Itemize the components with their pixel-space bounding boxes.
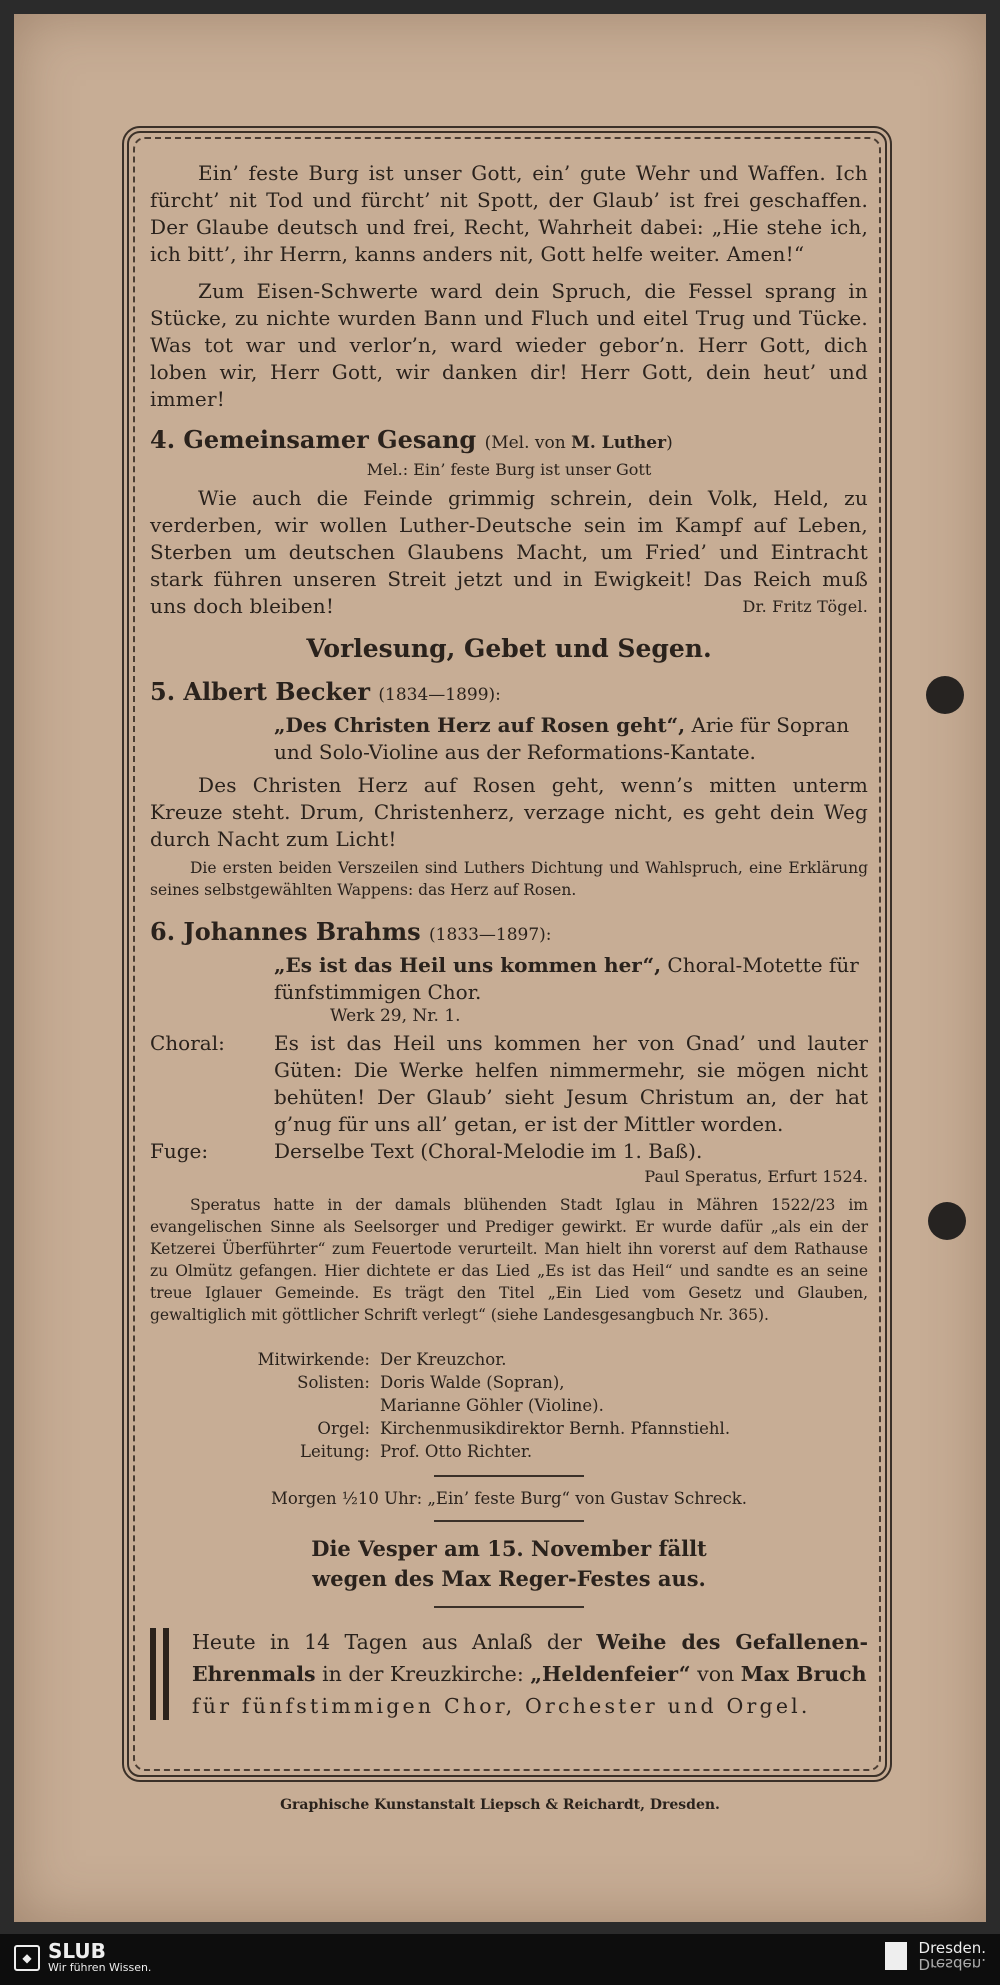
tomorrow-notice: Morgen ½10 Uhr: „Ein’ feste Burg“ von Gustav Schreck. xyxy=(271,1489,747,1508)
credit-row: Marianne Göhler (Violine). xyxy=(380,1396,604,1415)
punch-hole xyxy=(926,676,964,714)
slub-tagline: Wir führen Wissen. xyxy=(48,1961,152,1974)
item-6-author: Paul Speratus, Erfurt 1524. xyxy=(644,1167,868,1186)
fuge-row xyxy=(150,1138,868,1165)
hymn-verse-1: Ein’ feste Burg ist unser Gott, ein’ gute Wehr und Waffen. Ich fürcht’ nit Tod und fürcht’ nit Spott, der Glaub’ ist frei geschaffen. Der Glaube deutsch und frei, Recht, Wahrheit dabei: „Hie stehe ich, ich bitt’, ihr Herrn, kanns anders nit, Gott helfe weiter. Amen!“ xyxy=(150,161,868,266)
item-4-author: Dr. Fritz Tögel. xyxy=(742,597,868,616)
section-title: Vorlesung, Gebet und Segen. xyxy=(306,634,712,663)
composer-years: (1834—1899): xyxy=(378,685,501,705)
item-4-text: Wie auch die Feinde grimmig schrein, dein Volk, Held, zu verderben, wir wollen Luther-Deutsche sein im Kampf auf Leben, Sterben um deutschen Glaubens Macht, um Fried’ und Eintracht stark führen unseren Streit jetzt und in Ewigkeit! Das Reich muß uns doch bleiben! xyxy=(150,486,868,618)
choral-text: Es ist das Heil uns kommen her von Gnad’ und lauter Güten: Die Werke helfen nimmermehr, sie mögen nicht behüten! Der Glaub’ sieht Jesum Christum an, der hat g’nug für uns all’ getan, er ist der Mittler worden. xyxy=(274,1031,868,1136)
opus-number: Werk 29, Nr. 1. xyxy=(330,1006,461,1026)
dresden-label: Dresden. xyxy=(918,1939,986,1957)
slub-logo-icon: ◆ xyxy=(14,1945,40,1971)
printer-imprint: Graphische Kunstanstalt Liepsch & Reichardt, Dresden. xyxy=(280,1797,720,1813)
credit-row: Mitwirkende: Der Kreuzchor. xyxy=(257,1350,507,1369)
credit-row: Leitung: Prof. Otto Richter. xyxy=(299,1442,533,1461)
item-5-work: „Des Christen Herz auf Rosen geht“, Arie für Sopran und Solo-Violine aus der Reformations-Kantate. xyxy=(274,713,850,764)
item-5-text: Des Christen Herz auf Rosen geht, wenn’s mitten unterm Kreuze steht. Drum, Christenherz, verzage nicht, es geht dein Weg durch Nacht zum Licht! xyxy=(150,773,868,851)
vesper-notice: Die Vesper am 15. November fällt wegen des Max Reger-Festes aus. xyxy=(311,1536,707,1591)
item-6-heading: 6. Johannes Brahms (1833—1897): xyxy=(150,917,552,946)
dresden-label-mirror: Dresden. xyxy=(918,1955,986,1973)
divider xyxy=(434,1606,584,1608)
double-bar-ornament xyxy=(150,1626,172,1722)
divider xyxy=(434,1475,584,1477)
choral-label: Choral: xyxy=(150,1031,225,1055)
slub-logo-link[interactable] xyxy=(14,1941,151,1975)
footer-bar xyxy=(0,1934,1000,1985)
item-6-note: Speratus hatte in der damals blühenden Stadt Iglau in Mähren 1522/23 im evangelischen Sinne als Seelsorger und Prediger gewirkt. Er wurde dafür „als ein der Ketzerei Überführter“ zum Feuertode verurteilt. Man hielt ihn vorerst auf dem Rathause zu Olmütz gefangen. Hier dichtete er das Lied „Es ist das Heil“ und sandte es an seine treue Iglauer Gemeinde. Es trägt den Titel „Ein Lied vom Gesetz und Glauben, gewaltiglich mit göttlicher Schrift verlegt“ (siehe Landesgesangbuch Nr. 365). xyxy=(150,1196,868,1324)
credit-row: Solisten: Doris Walde (Sopran), xyxy=(297,1373,565,1392)
item-5-note: Die ersten beiden Verszeilen sind Luthers Dichtung und Wahlspruch, eine Erklärung seines selbstgewählten Wappens: das Herz auf Rosen. xyxy=(150,859,868,899)
punch-hole xyxy=(928,1202,966,1240)
composer-name: Albert Becker xyxy=(183,677,371,706)
item-4-heading xyxy=(150,423,868,460)
composer-years: (1833—1897): xyxy=(429,925,552,945)
announcement-text: Heute in 14 Tagen aus Anlaß der Weihe des Gefallenen-Ehrenmals in der Kreuzkirche: „Heldenfeier“ von Max Bruch für fünfstimmigen Chor, Orchester und Orgel. xyxy=(192,1630,869,1718)
composer-name: Johannes Brahms xyxy=(183,917,421,946)
melody-credit: (Mel. von M. Luther) xyxy=(484,433,673,453)
hymn-verse-2: Zum Eisen-Schwerte ward dein Spruch, die Fessel sprang in Stücke, zu nichte wurden Bann und Fluch und eitel Trug und Tücke. Was tot war und verlor’n, ward wieder gebor’n. Herr Gott, dich loben wir, Herr Gott, wir danken dir! Herr Gott, dein heut’ und immer! xyxy=(150,279,868,411)
fuge-label: Fuge: xyxy=(150,1139,209,1163)
credit-row: Orgel: Kirchenmusikdirektor Bernh. Pfannstiehl. xyxy=(317,1419,731,1438)
performers-list xyxy=(150,1348,868,1463)
choral-row xyxy=(150,1030,868,1138)
divider xyxy=(434,1520,584,1522)
city-crest-icon xyxy=(885,1942,907,1970)
item-6-work: „Es ist das Heil uns kommen her“, Choral-Motette für fünfstimmigen Chor. xyxy=(274,953,859,1004)
fuge-text: Derselbe Text (Choral-Melodie im 1. Baß). xyxy=(274,1139,703,1163)
slub-name: SLUB xyxy=(48,1939,106,1963)
program-content xyxy=(150,160,868,1722)
announcement xyxy=(150,1626,868,1722)
melody-line: Mel.: Ein’ feste Burg ist unser Gott xyxy=(366,460,652,479)
dresden-logo-link[interactable] xyxy=(885,1940,986,1972)
item-number: 4. xyxy=(150,425,176,454)
item-5-heading: 5. Albert Becker (1834—1899): xyxy=(150,677,501,706)
item-title: Gemeinsamer Gesang xyxy=(183,425,477,454)
